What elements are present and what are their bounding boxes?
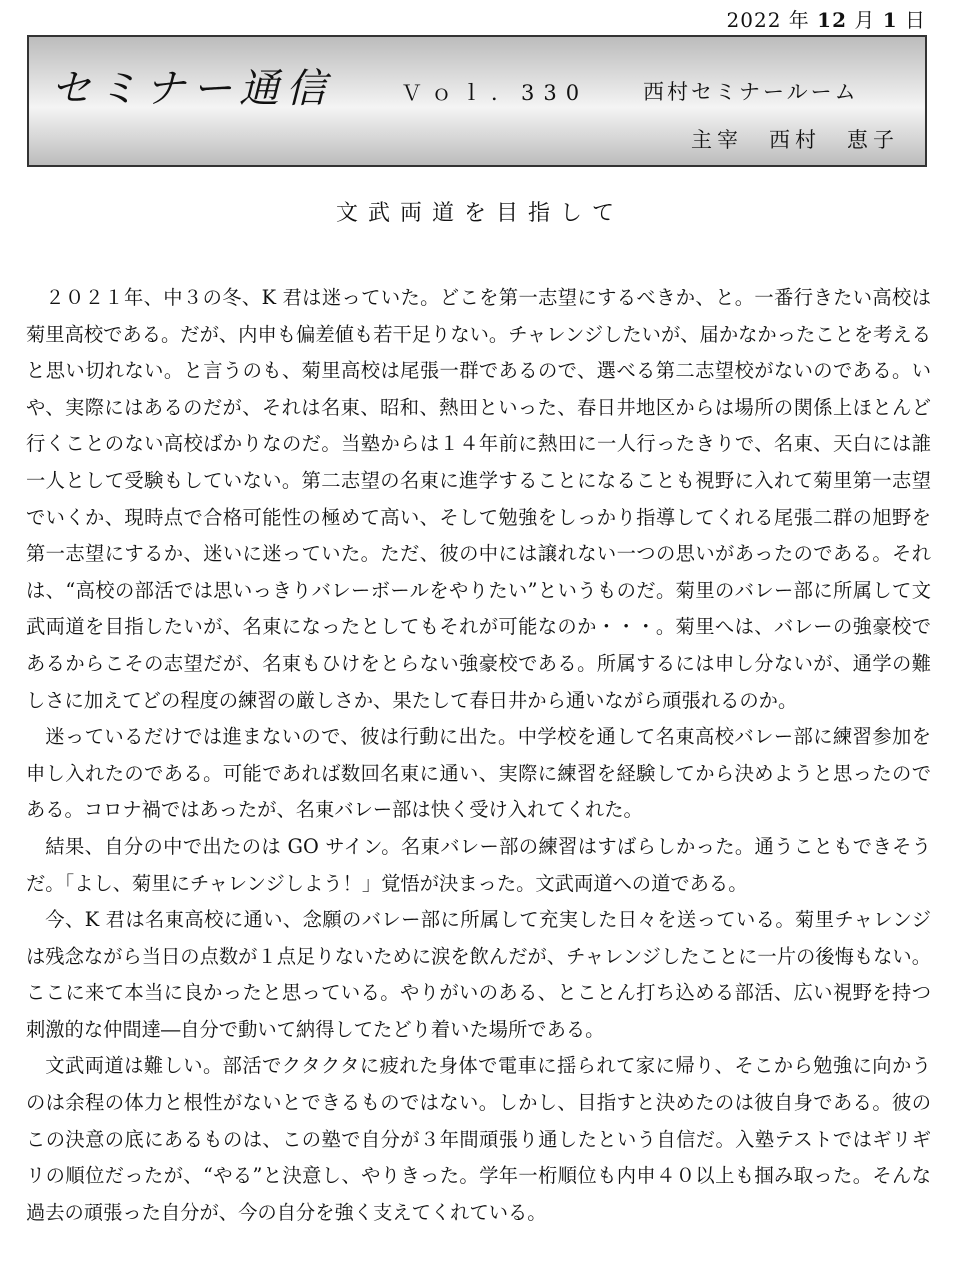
date-year-unit: 年 bbox=[788, 8, 810, 32]
article-title: 文武両道を目指して bbox=[335, 201, 624, 226]
date-day-unit: 日 bbox=[905, 8, 926, 32]
author-name: 主宰 西村 恵子 bbox=[691, 128, 899, 152]
paragraph: 結果、自分の中で出たのは GO サイン。名東バレー部の練習はすばらしかった。通うこともできそうだ。「よし、菊里にチャレンジしよう！」覚悟が決まった。文武両道への道である。 bbox=[26, 834, 931, 895]
paragraph: 文武両道は難しい。部活でクタクタに疲れた身体で電車に揺られて家に帰り、そこから勉強に向かうのは余程の体力と根性がないとできるものではない。しかし、目指すと決めたのは彼自身である。彼のこの決意の底にあるものは、この塾で自分が３年間頑張り通したという自信だ。入塾テストではギリギリの順位だったが、“やる”と決意し、やりきった。学年一桁順位も内申４０以上も掴み取った。そんな過去の頑張った自分が、今の自分を強く支えてくれている。 bbox=[26, 1054, 931, 1224]
date-month: 12 bbox=[817, 8, 847, 32]
masthead bbox=[27, 35, 927, 167]
date-month-unit: 月 bbox=[854, 8, 876, 32]
paragraph: 迷っているだけでは進まないので、彼は行動に出た。中学校を通して名東高校バレー部に練習参加を申し入れたのである。可能であれば数回名東に通い、実際に練習を経験してから決めようと思ったのである。コロナ禍ではあったが、名東バレー部は快く受け入れてくれた。 bbox=[26, 725, 932, 822]
volume-number: Ｖｏｌ．330 bbox=[401, 81, 589, 105]
newsletter-title: セミナー通信 bbox=[51, 66, 333, 112]
date-day: 1 bbox=[882, 8, 898, 32]
article-body bbox=[26, 280, 931, 1231]
paragraph: 今、K 君は名東高校に通い、念願のバレー部に所属して充実した日々を送っている。菊里チャレンジは残念ながら当日の点数が１点足りないために涙を飲んだが、チャレンジしたことに一片の後悔もない。ここに来て本当に良かったと思っている。やりがいのある、とことん打ち込める部活、広い視野を持つ刺激的な仲間達―自分で動いて納得してたどり着いた場所である。 bbox=[26, 908, 931, 1041]
paragraph: ２０２１年、中３の冬、K 君は迷っていた。どこを第一志望にするべきか、と。一番行きたい高校は菊里高校である。だが、内申も偏差値も若干足りない。チャレンジしたいが、届かなかったことを考えると思い切れない。と言うのも、菊里高校は尾張一群であるので、選べる第二志望校がないのである。いや、実際にはあるのだが、それは名東、昭和、熱田といった、春日井地区からは場所の関係上ほとんど行くことのない高校ばかりなのだ。当塾からは１４年前に熱田に一人行ったきりで、名東、天白には誰一人として受験もしていない。第二志望の名東に進学することになることも視野に入れて菊里第一志望でいくか、現時点で合格可能性の極めて高い、そして勉強をしっかり指導してくれる尾張二群の旭野を第一志望にするか、迷いに迷っていた。ただ、彼の中には譲れない一つの思いがあったのである。それは、“高校の部活では思いっきりバレーボールをやりたい”というものだ。菊里のバレー部に所属して文武両道を目指したいが、名東になったとしてもそれが可能なのか・・・。菊里へは、バレーの強豪校であるからこその志望だが、名東もひけをとらない強豪校である。所属するには申し分ないが、通学の難しさに加えてどの程度の練習の厳しさか、果たして春日井から通いながら頑張れるのか。 bbox=[26, 286, 931, 712]
date-year: 2022 bbox=[726, 8, 782, 32]
organization-name: 西村セミナールーム bbox=[643, 80, 859, 104]
issue-date bbox=[727, 4, 926, 33]
